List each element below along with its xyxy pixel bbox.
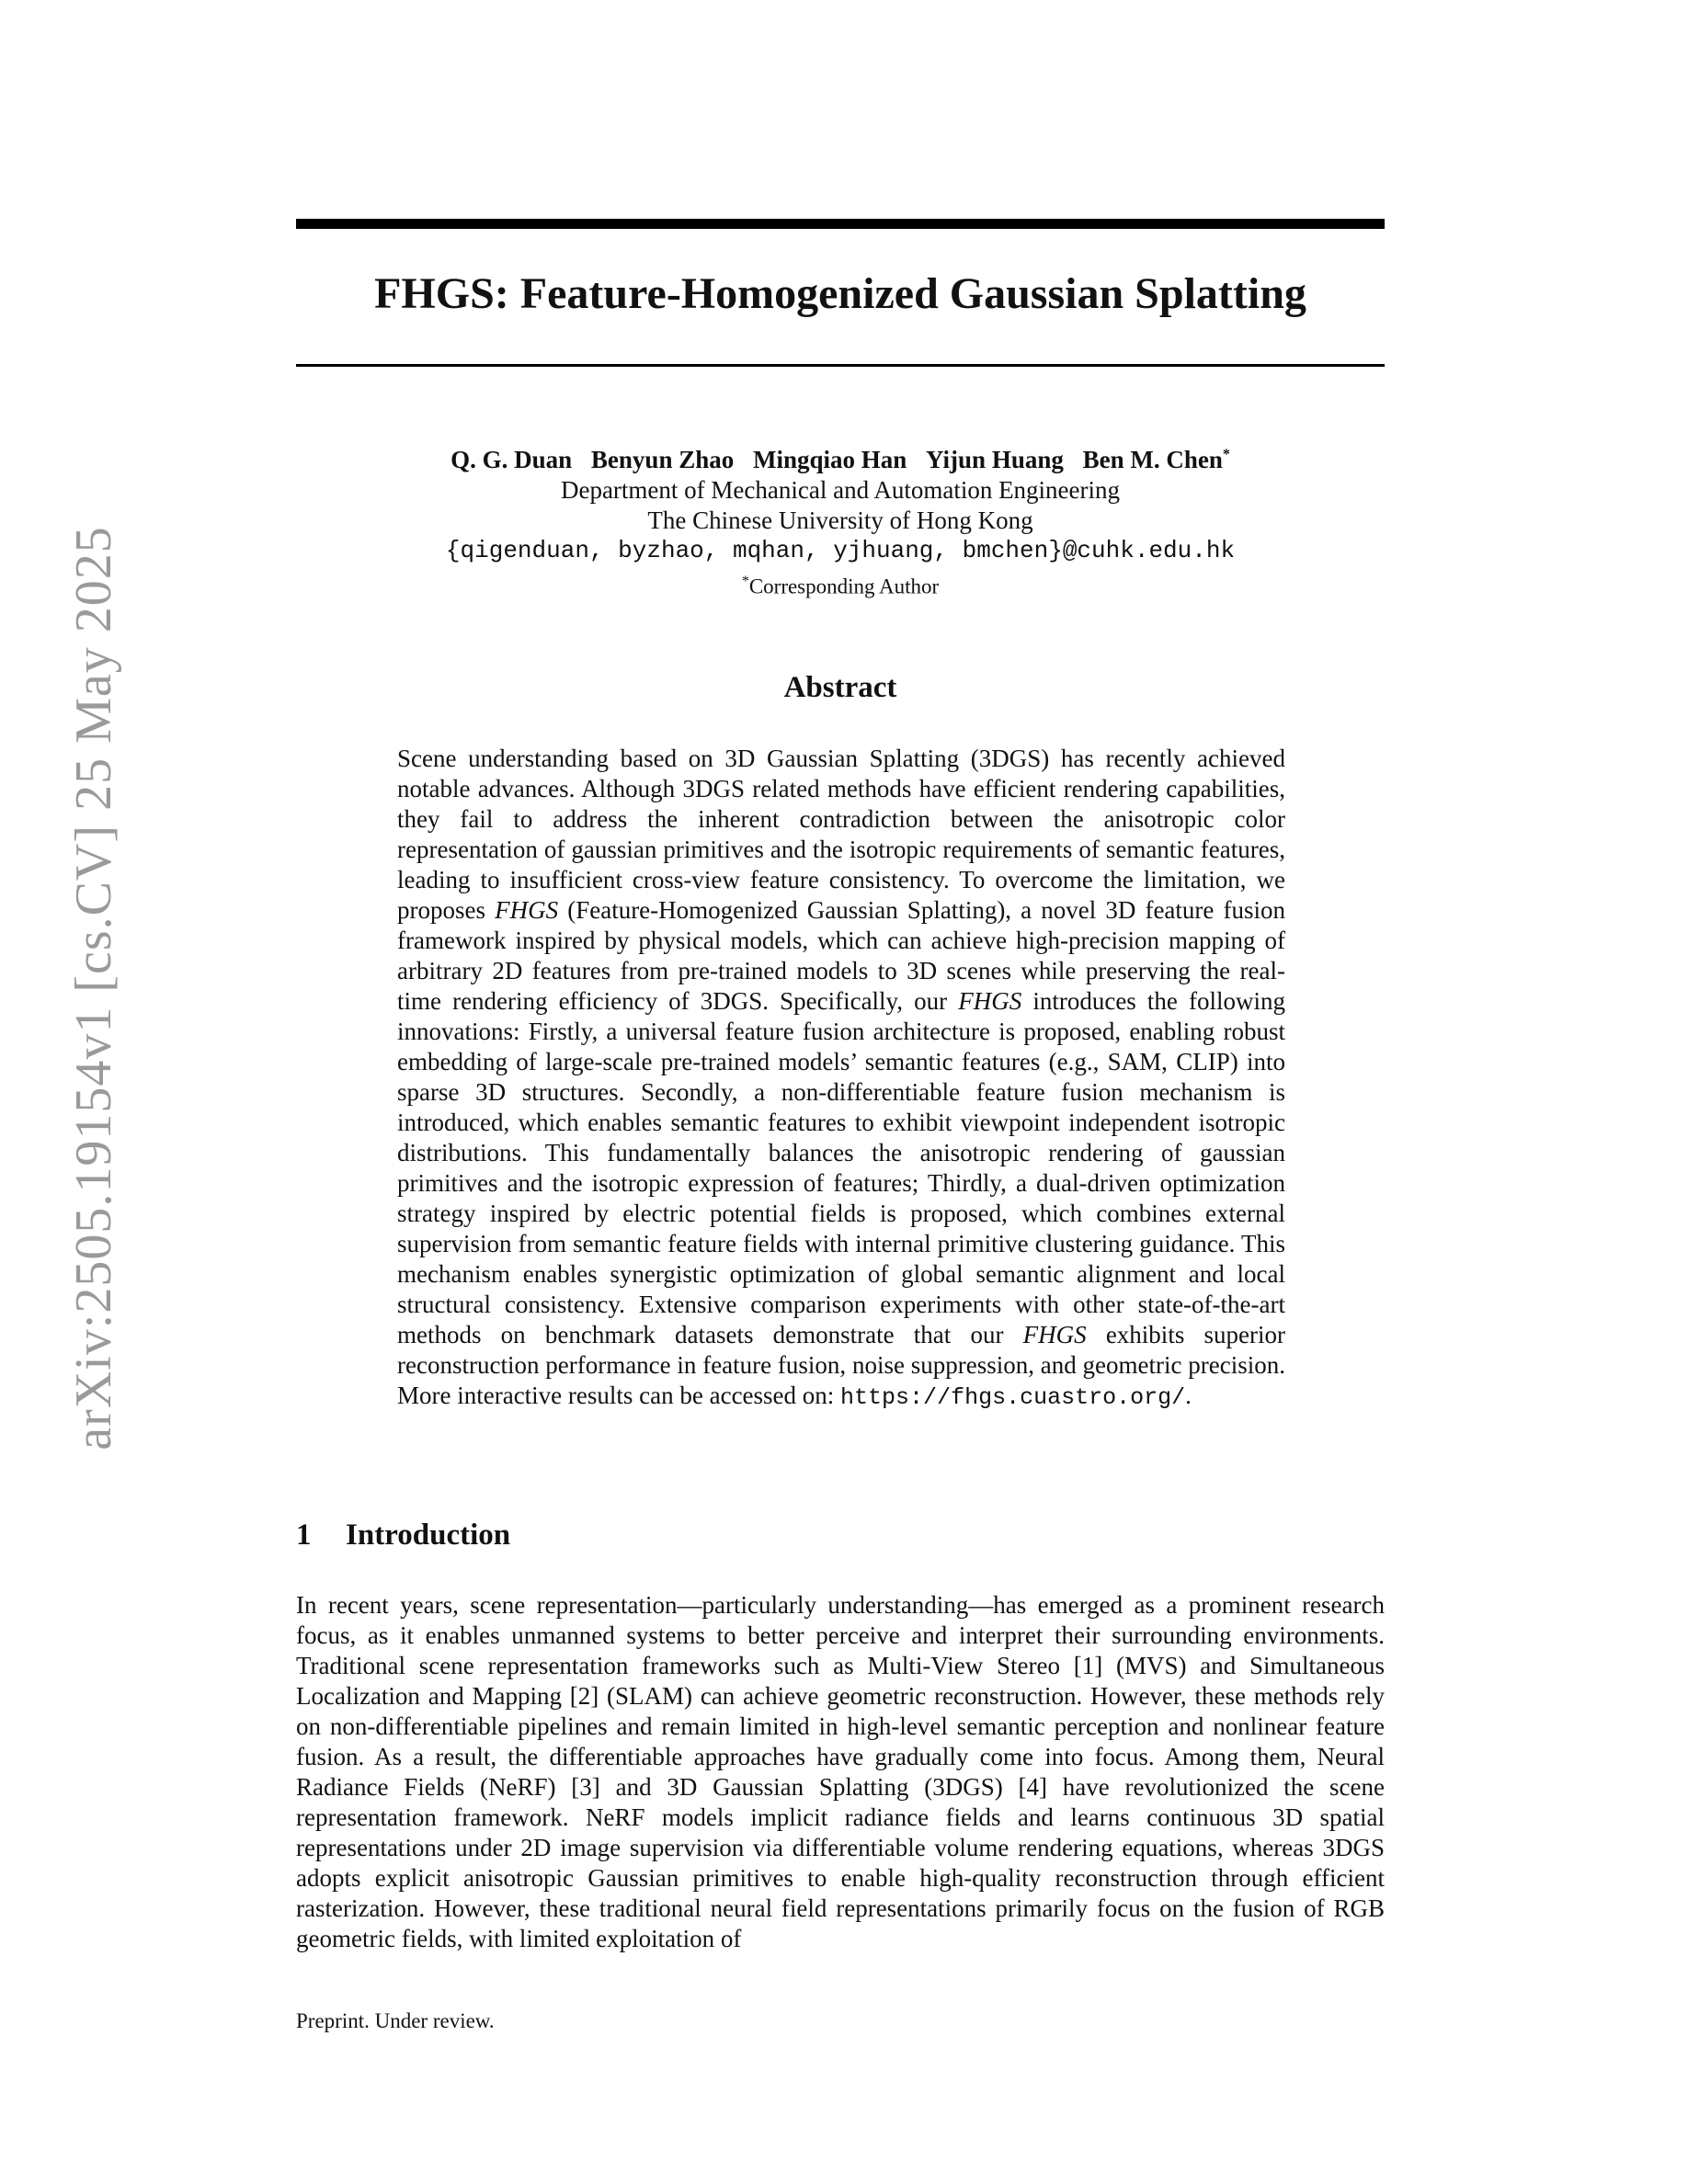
section-title: Introduction bbox=[346, 1519, 511, 1552]
corresponding-mark: * bbox=[1222, 447, 1230, 462]
author-name bbox=[1083, 446, 1230, 473]
abstract-part-4: exhibits superior reconstruction performance in feature fusion, noise suppression, and geometric precision. More interactive results can be accessed on: bbox=[397, 1321, 1285, 1409]
affiliation-department: Department of Mechanical and Automation Engineering bbox=[560, 476, 1121, 504]
introduction-paragraph: In recent years, scene representation—particularly understanding—has emerged as a prominent research focus, as it enables unmanned systems to better perceive and interpret their surrounding environments. Traditional scene representation frameworks such as Multi-View Stereo [1] (MVS) and Simultaneous Localization and Mapping [2] (SLAM) can achieve geometric reconstruction. However, these methods rely on non-differentiable pipelines and remain limited in high-level semantic perception and nonlinear feature fusion. As a result, the differentiable approaches have gradually come into focus. Among them, Neural Radiance Fields (NeRF) [3] and 3D Gaussian Splatting (3DGS) [4] have revolutionized the scene representation framework. NeRF models implicit radiance fields and learns continuous 3D spatial representations under 2D image supervision via differentiable volume rendering equations, whereas 3DGS adopts explicit anisotropic Gaussian primitives to enable high-quality reconstruction through efficient rasterization. However, these traditional neural field representations primarily focus on the fusion of RGB geometric fields, with limited exploitation of bbox=[296, 1591, 1385, 1952]
method-name-emphasis: FHGS bbox=[1022, 1321, 1087, 1348]
corresponding-note-text: Corresponding Author bbox=[748, 574, 940, 598]
method-name-emphasis: FHGS bbox=[495, 896, 559, 924]
paper-title: FHGS: Feature-Homogenized Gaussian Splatting bbox=[374, 269, 1306, 318]
corresponding-author-name: Ben M. Chen bbox=[1082, 446, 1223, 473]
abstract-part-2: (Feature-Homogenized Gaussian Splatting), a novel 3D feature fusion framework inspired by physical models, which can achieve high-precision mapping of arbitrary 2D features from pre-trained models to 3D scenes while preserving the real-time rendering efficiency of 3DGS. Specifically, our bbox=[397, 896, 1285, 1015]
author-name: Mingqiao Han bbox=[753, 446, 907, 473]
author-block bbox=[296, 439, 1385, 602]
project-url-link[interactable]: https://fhgs.cuastro.org/ bbox=[840, 1384, 1186, 1411]
arxiv-identifier-stamp: arXiv:2505.19154v1 [cs.CV] 25 May 2025 bbox=[65, 526, 122, 1450]
author-name: Yijun Huang bbox=[926, 446, 1064, 473]
abstract-text bbox=[397, 744, 1285, 1413]
title-top-rule bbox=[296, 219, 1385, 229]
author-list bbox=[296, 439, 1385, 475]
abstract-end: . bbox=[1185, 1382, 1192, 1409]
corresponding-note-mark: * bbox=[741, 574, 749, 589]
section-number: 1 bbox=[296, 1519, 312, 1552]
section-heading-introduction bbox=[296, 1517, 510, 1553]
author-name: Q. G. Duan bbox=[451, 446, 573, 473]
title-bottom-rule bbox=[296, 364, 1385, 367]
abstract-part-1: Scene understanding based on 3D Gaussian Splatting (3DGS) has recently achieved notable advances. Although 3DGS related methods have efficient rendering capabilities, they fail to address the inherent contradiction between the anisotropic color representation of gaussian primitives and the isotropic requirements of semantic features, leading to insufficient cross-view feature consistency. To overcome the limitation, we proposes bbox=[397, 745, 1285, 924]
abstract-heading: Abstract bbox=[783, 671, 897, 704]
affiliation-university: The Chinese University of Hong Kong bbox=[647, 506, 1033, 534]
preprint-footnote: Preprint. Under review. bbox=[296, 2009, 495, 2032]
corresponding-author-note bbox=[296, 566, 1385, 602]
abstract-part-3: introduces the following innovations: Firstly, a universal feature fusion architecture is proposed, enabling robust embedding of large-scale pre-trained models’ semantic features (e.g., SAM, CLIP) into sparse 3D structures. Secondly, a non-differentiable feature fusion mechanism is introduced, which enables semantic features to exhibit viewpoint independent isotropic distributions. This fundamentally balances the anisotropic rendering of gaussian primitives and the isotropic expression of features; Thirdly, a dual-driven optimization strategy inspired by electric potential fields is proposed, which combines external supervision from semantic feature fields with internal primitive clustering guidance. This mechanism enables synergistic optimization of global semantic alignment and local structural consistency. Extensive comparison experiments with other state-of-the-art methods on benchmark datasets demonstrate that our bbox=[397, 987, 1285, 1348]
method-name-emphasis: FHGS bbox=[958, 987, 1022, 1015]
author-emails: {qigenduan, byzhao, mqhan, yjhuang, bmchen}@cuhk.edu.hk bbox=[445, 537, 1236, 564]
author-name: Benyun Zhao bbox=[590, 446, 735, 473]
